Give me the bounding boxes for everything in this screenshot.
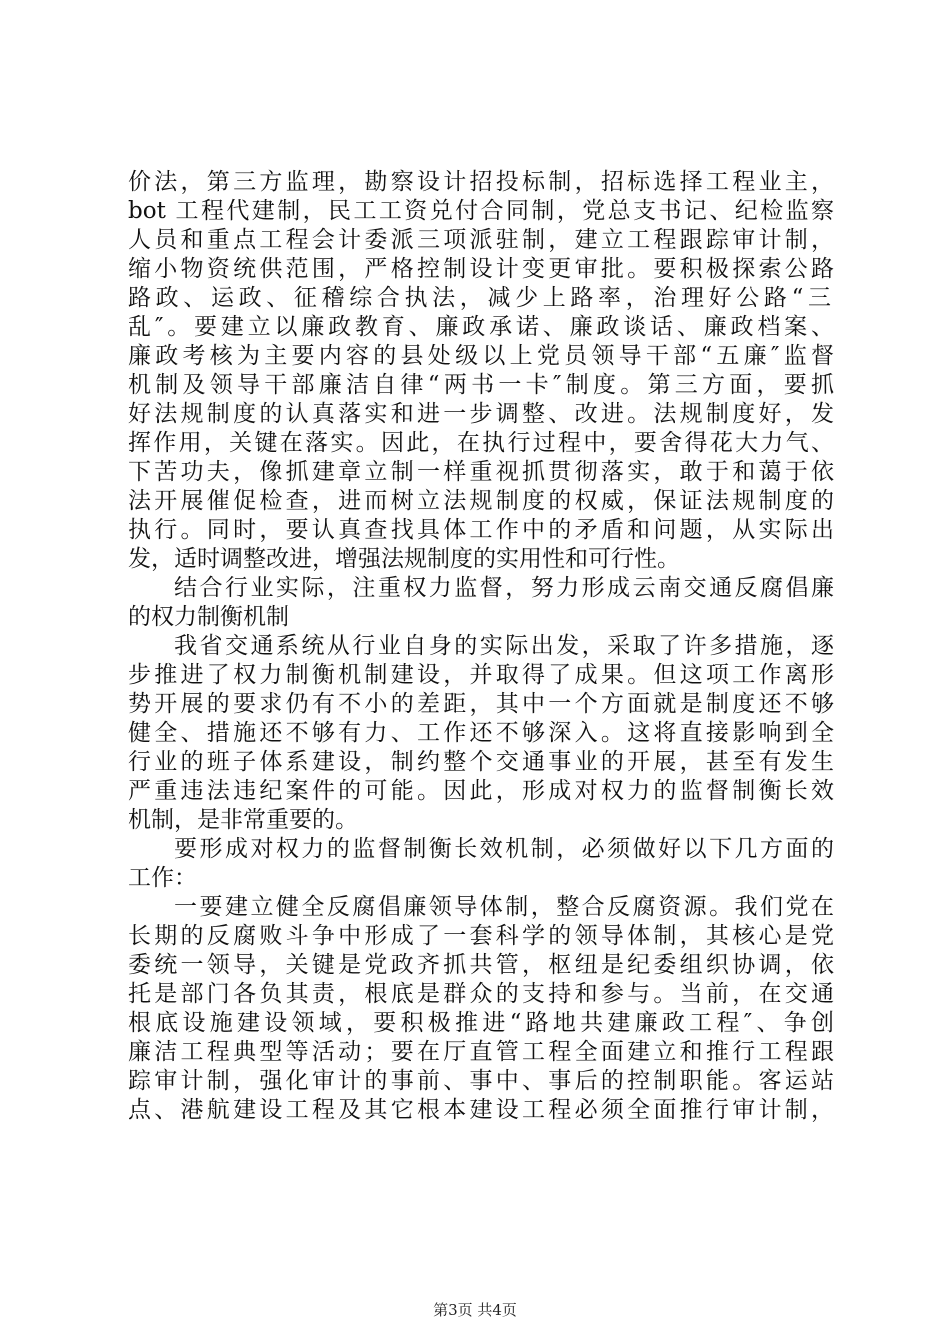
text-line: 机制及领导干部廉洁自律“两书一卡″制度。第三方面，要抓 (128, 372, 834, 398)
text-line: 势开展的要求仍有不小的差距，其中一个方面就是制度还不够 (128, 691, 834, 717)
text-line: 健全、措施还不够有力、工作还不够深入。这将直接影响到全 (128, 720, 834, 746)
text-line: 严重违法违纪案件的可能。因此，形成对权力的监督制衡长效 (128, 778, 834, 804)
text-line: 执行。同时，要认真查找具体工作中的矛盾和问题，从实际出 (128, 517, 834, 543)
text-line: 委统一领导，关键是党政齐抓共管，枢纽是纪委组织协调，依 (128, 952, 834, 978)
text-line: 价法，第三方监理，勘察设计招投标制，招标选择工程业主， (128, 169, 834, 195)
text-line: 好法规制度的认真落实和进一步调整、改进。法规制度好，发 (128, 401, 834, 427)
text-line: 我省交通系统从行业自身的实际出发，采取了许多措施，逐 (174, 633, 834, 659)
text-line: bot 工程代建制，民工工资兑付合同制，党总支书记、纪检监察 (128, 198, 834, 224)
text-line: 廉政考核为主要内容的县处级以上党员领导干部“五廉″监督 (128, 343, 834, 369)
section-heading-line: 的权力制衡机制 (128, 604, 289, 630)
text-line: 步推进了权力制衡机制建设，并取得了成果。但这项工作离形 (128, 662, 834, 688)
text-line: 法开展催促检查，进而树立法规制度的权威，保证法规制度的 (128, 488, 834, 514)
text-line: 挥作用，关键在落实。因此，在执行过程中，要舍得花大力气、 (128, 430, 834, 456)
text-line: 踪审计制，强化审计的事前、事中、事后的控制职能。客运站 (128, 1068, 834, 1094)
text-line: 路政、运政、征稽综合执法，减少上路率，治理好公路“三 (128, 285, 834, 311)
text-line: 行业的班子体系建设，制约整个交通事业的开展，甚至有发生 (128, 749, 834, 775)
text-line: 缩小物资统供范围，严格控制设计变更审批。要积极探索公路 (128, 256, 834, 282)
text-line: 乱″。要建立以廉政教育、廉政承诺、廉政谈话、廉政档案、 (128, 314, 834, 340)
text-line: 人员和重点工程会计委派三项派驻制，建立工程跟踪审计制， (128, 227, 834, 253)
text-line: 工作： (128, 865, 197, 891)
text-line: 要形成对权力的监督制衡长效机制，必须做好以下几方面的 (174, 836, 834, 862)
text-line: 托是部门各负其责，根底是群众的支持和参与。当前，在交通 (128, 981, 834, 1007)
body-text (128, 168, 834, 1125)
text-line: 发，适时调整改进，增强法规制度的实用性和可行性。 (128, 546, 680, 572)
text-line: 下苦功夫，像抓建章立制一样重视抓贯彻落实，敢于和蔼于依 (128, 459, 834, 485)
text-line: 长期的反腐败斗争中形成了一套科学的领导体制，其核心是党 (128, 923, 834, 949)
text-line: 廉洁工程典型等活动；要在厅直管工程全面建立和推行工程跟 (128, 1039, 834, 1065)
text-line: 根底设施建设领域，要积极推进“路地共建廉政工程″、争创 (128, 1010, 834, 1036)
section-heading-line: 结合行业实际，注重权力监督，努力形成云南交通反腐倡廉 (174, 575, 834, 601)
text-line: 点、港航建设工程及其它根本建设工程必须全面推行审计制， (128, 1097, 834, 1123)
text-line: 机制，是非常重要的。 (128, 807, 358, 833)
page-number: 第3页 共4页 (433, 1301, 517, 1319)
text-line: 一要建立健全反腐倡廉领导体制，整合反腐资源。我们党在 (174, 894, 834, 920)
